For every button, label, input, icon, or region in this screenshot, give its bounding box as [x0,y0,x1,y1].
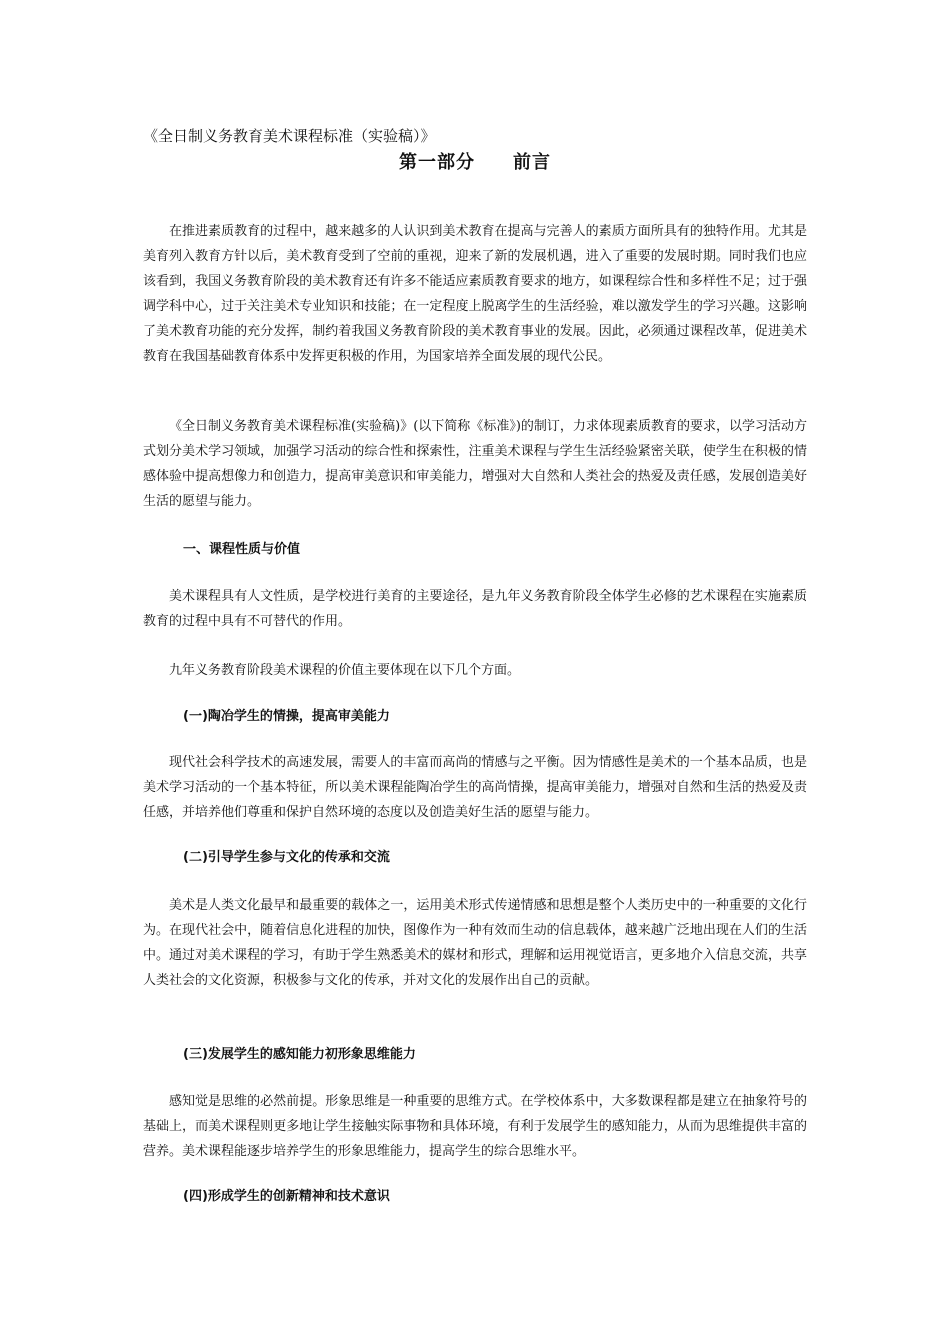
subsection-heading-3: (三)发展学生的感知能力初形象思维能力 [183,1047,416,1062]
intro-paragraph-2: 《全日制义务教育美术课程标准(实验稿)》(以下简称《标准》)的制订，力求体现素质教育的要求，以学习活动方式划分美术学习领域，加强学习活动的综合性和探索性，注重美术课程与学生生活经验紧密关联，使学生在积极的情感体验中提高想像力和创造力，提高审美意识和审美能力，增强对大自然和人类社会的热爱及责任感，发展创造美好生活的愿望与能力。 [143,419,807,509]
subsection1-paragraph: 现代社会科学技术的高速发展，需要人的丰富而高尚的情感与之平衡。因为情感性是美术的一个基本品质，也是美术学习活动的一个基本特征，所以美术课程能陶冶学生的高尚情操，提高审美能力，增强对自然和生活的热爱及责任感，并培养他们尊重和保护自然环境的态度以及创造美好生活的愿望与能力。 [143,755,807,820]
part-title: 第一部分 前言 [399,152,551,173]
subsection-heading-1: (一)陶冶学生的情操，提高审美能力 [183,709,390,724]
section1-paragraph-2: 九年义务教育阶段美术课程的价值主要体现在以下几个方面。 [169,663,521,678]
intro-paragraph-1: 在推进素质教育的过程中，越来越多的人认识到美术教育在提高与完善人的素质方面所具有的独特作用。尤其是美育列入教育方针以后，美术教育受到了空前的重视，迎来了新的发展机遇，进入了重要的发展时期。同时我们也应该看到，我国义务教育阶段的美术教育还有许多不能适应素质教育要求的地方，如课程综合性和多样性不足；过于强调学科中心，过于关注美术专业知识和技能；在一定程度上脱离学生的生活经验，难以激发学生的学习兴趣。这影响了美术教育功能的充分发挥，制约着我国义务教育阶段的美术教育事业的发展。因此，必须通过课程改革，促进美术教育在我国基础教育体系中发挥更积极的作用，为国家培养全面发展的现代公民。 [143,224,807,364]
subsection3-paragraph: 感知觉是思维的必然前提。形象思维是一种重要的思维方式。在学校体系中，大多数课程都是建立在抽象符号的基础上，而美术课程则更多地让学生接触实际事物和具体环境，有利于发展学生的感知能力，从而为思维提供丰富的营养。美术课程能逐步培养学生的形象思维能力，提高学生的综合思维水平。 [143,1094,807,1159]
section1-paragraph-1: 美术课程具有人文性质，是学校进行美育的主要途径，是九年义务教育阶段全体学生必修的艺术课程在实施素质教育的过程中具有不可替代的作用。 [143,589,807,629]
section-heading-course-nature: 一、课程性质与价值 [183,542,301,557]
subsection2-paragraph: 美术是人类文化最早和最重要的载体之一，运用美术形式传递情感和思想是整个人类历史中的一种重要的文化行为。在现代社会中，随着信息化进程的加快，图像作为一种有效而生动的信息载体，越来越广泛地出现在人们的生活中。通过对美术课程的学习，有助于学生熟悉美术的媒材和形式，理解和运用视觉语言，更多地介入信息交流，共享人类社会的文化资源，积极参与文化的传承，并对文化的发展作出自己的贡献。 [143,898,807,988]
document-title: 《全日制义务教育美术课程标准（实验稿）》 [143,127,436,145]
subsection-heading-4: (四)形成学生的创新精神和技术意识 [183,1189,390,1204]
subsection-heading-2: (二)引导学生参与文化的传承和交流 [183,850,390,865]
